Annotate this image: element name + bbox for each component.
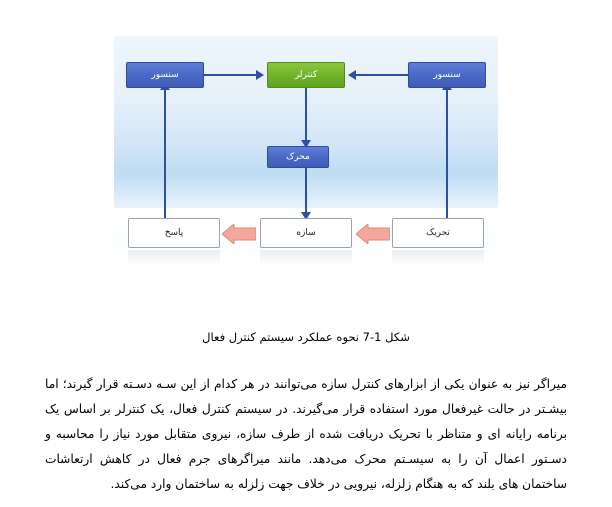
connector-sensor-left-to-response [164,88,166,218]
diagram-box-sensor-left: سنسور [126,62,204,88]
block-arrow-structure-to-response [222,224,256,244]
reflection-structure [260,250,352,266]
body-paragraph: میراگر نیز به عنوان یکی از ابزارهای کنترل سازه می‌توانند در هر کدام از این سـه دسـته قرار گیرند؛ اما بیشـتر در حالت غیرفعال مورد استفاده قرار می‌گیرند. در سیستم کنترل فعال، یک کنترلر بر اساس یک برنامه رایانه ای و متناظر با تحریک دریافت شده از طرف سازه، نیروی متقابل مورد نیاز را محاسبه و دسـتور اعمال آن را به سیسـتم محرک می‌دهد. مانند میراگرهای جرم فعال در کاهش ارتعاشات ساختمان های بلند که به هنگام زلزله، نیرویی در خلاف جهت زلزله به ساختمان وارد می‌کند. [45,377,567,492]
figure-caption: شکل 1-7 نحوه عملکرد سیستم کنترل فعال [202,330,410,344]
diagram-box-actuator: محرک [267,146,329,168]
diagram-box-response: پاسخ [128,218,220,248]
arrowhead-to-controller-right [348,70,356,80]
reflection-excitation [392,250,484,266]
block-arrow-excitation-to-structure [356,224,390,244]
reflection-response [128,250,220,266]
arrowhead-to-controller-left [256,70,264,80]
connector-sensor-right-to-controller [353,74,408,76]
diagram-box-structure: سازه [260,218,352,248]
connector-sensor-right-to-excitation [446,88,448,218]
figure-container [45,0,567,268]
diagram-box-sensor-right: سنسور [408,62,486,88]
diagram-box-excitation: تحریک [392,218,484,248]
connector-actuator-to-structure [305,168,307,218]
active-control-system-diagram [114,36,498,268]
connector-sensor-left-to-controller [204,74,259,76]
connector-controller-to-actuator [305,88,307,144]
diagram-box-controller: کنترلر [267,62,345,88]
